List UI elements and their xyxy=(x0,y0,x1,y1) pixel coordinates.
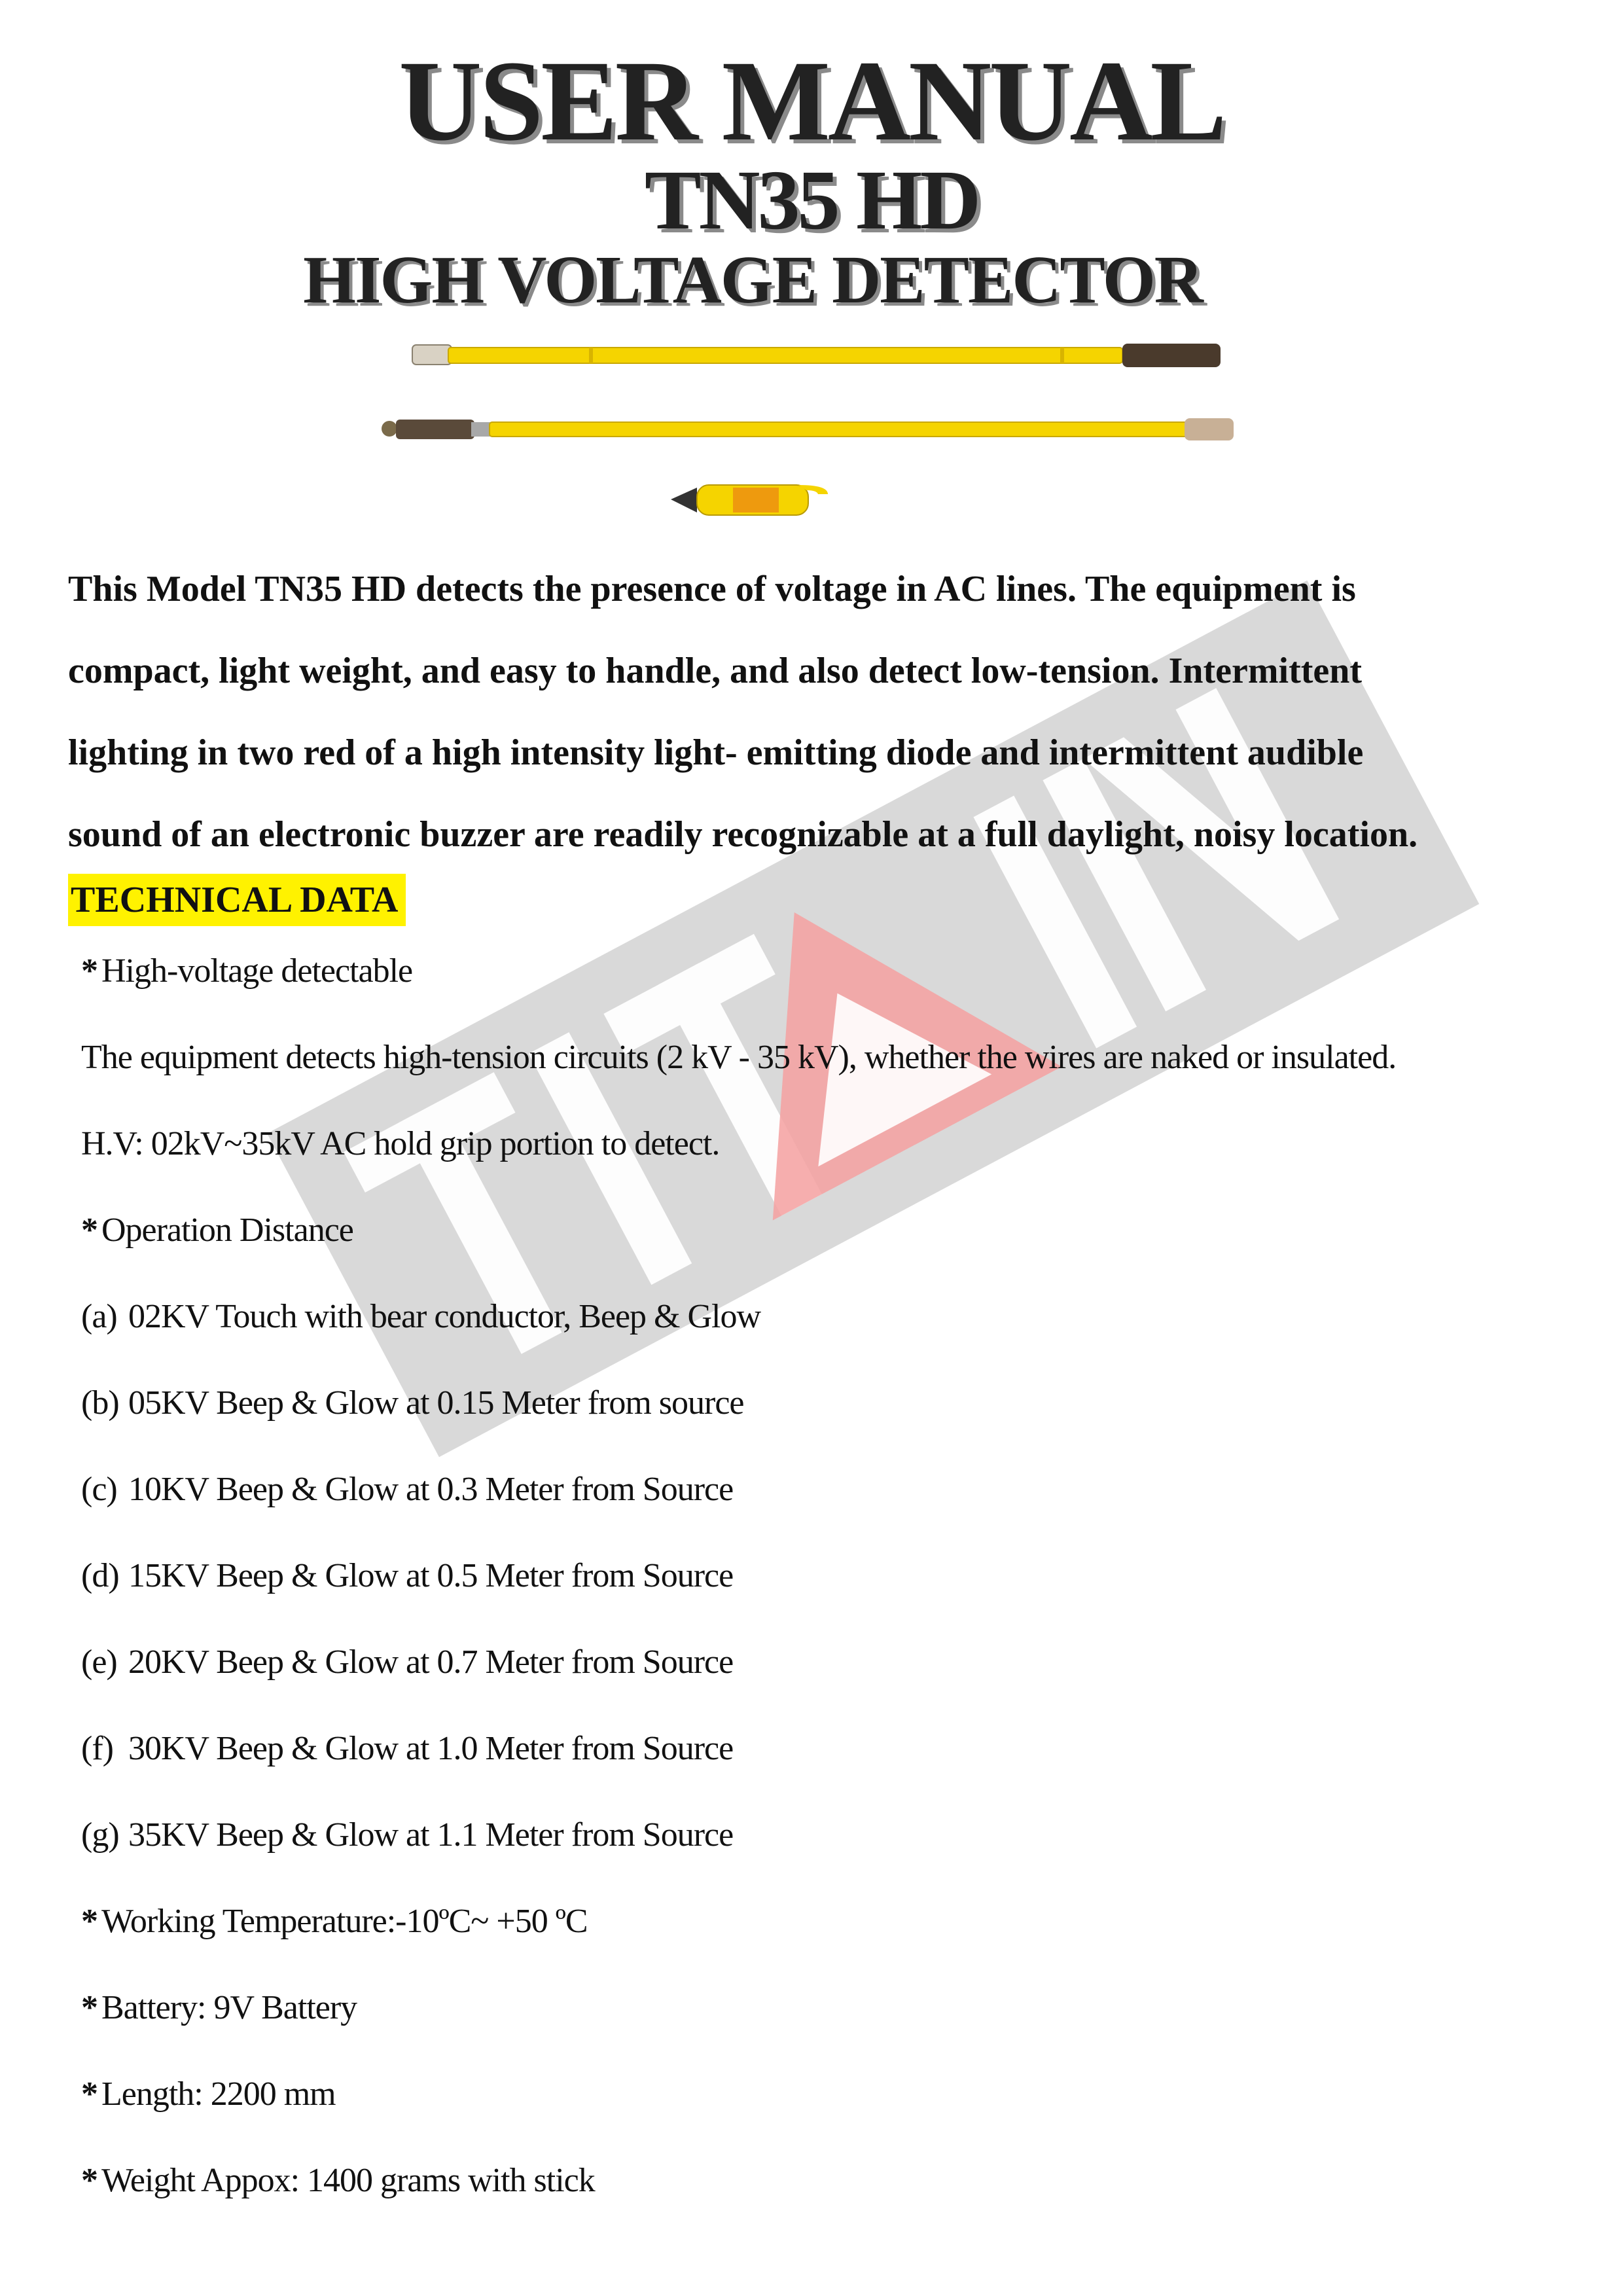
distance-label: (f) xyxy=(81,1730,113,1767)
distance-text: 15KV Beep & Glow at 0.5 Meter from Source xyxy=(128,1557,734,1594)
distance-item xyxy=(81,1814,733,1856)
bullet-star: * xyxy=(81,952,98,990)
distance-label: (e) xyxy=(81,1643,117,1681)
distance-text: 05KV Beep & Glow at 0.15 Meter from source xyxy=(128,1384,744,1422)
description-line: lighting in two red of a high intensity light- emitting diode and intermittent audible xyxy=(68,732,1364,773)
description-line: This Model TN35 HD detects the presence of voltage in AC lines. The equipment is xyxy=(68,569,1356,609)
distance-label: (d) xyxy=(81,1557,119,1594)
manual-title: USER MANUAL xyxy=(399,37,1224,165)
distance-text: 35KV Beep & Glow at 1.1 Meter from Source xyxy=(128,1816,734,1854)
distance-item xyxy=(81,1555,733,1597)
bullet-star: * xyxy=(81,2162,98,2199)
pole-lower xyxy=(382,418,1234,440)
spec-hv-description: The equipment detects high-tension circuits (2 kV - 35 kV), whether the wires are naked or insulated. xyxy=(81,1039,1397,1076)
distance-label: (a) xyxy=(81,1298,117,1335)
spec-text: Weight Appox: 1400 grams with stick xyxy=(101,2162,595,2199)
model-name: TN35 HD xyxy=(644,153,979,247)
spec-text: Operation Distance xyxy=(101,1211,353,1249)
distance-text: 02KV Touch with bear conductor, Beep & Glow xyxy=(128,1298,761,1335)
distance-item xyxy=(81,1382,744,1424)
distance-item xyxy=(81,1469,733,1511)
distance-text: 30KV Beep & Glow at 1.0 Meter from Source xyxy=(128,1730,734,1767)
bullet-star: * xyxy=(81,1903,98,1940)
distance-item xyxy=(81,1641,733,1683)
description-line: compact, light weight, and easy to handle, and also detect low-tension. Intermittent xyxy=(68,651,1363,691)
bullet-star: * xyxy=(81,1989,98,2026)
technical-data-heading: TECHNICAL DATA xyxy=(68,874,406,926)
distance-label: (b) xyxy=(81,1384,119,1422)
spec-text: Length: 2200 mm xyxy=(101,2075,336,2113)
spec-hv-title xyxy=(81,950,412,992)
distance-label: (g) xyxy=(81,1816,119,1854)
spec-weight xyxy=(81,2160,595,2202)
spec-length xyxy=(81,2073,336,2115)
spec-temperature xyxy=(81,1901,588,1943)
bullet-star: * xyxy=(81,2075,98,2113)
spec-hv-range: H.V: 02kV~35kV AC hold grip portion to detect. xyxy=(81,1125,720,1162)
pole-upper xyxy=(412,344,1221,367)
spec-text: Working Temperature:-10ºC~ +50 ºC xyxy=(101,1903,588,1940)
distance-text: 10KV Beep & Glow at 0.3 Meter from Source xyxy=(128,1471,734,1508)
spec-text: Battery: 9V Battery xyxy=(101,1989,357,2026)
spec-operation-title xyxy=(81,1210,353,1251)
product-photo xyxy=(340,331,1289,527)
distance-item xyxy=(81,1296,760,1338)
bullet-star: * xyxy=(81,1211,98,1249)
distance-label: (c) xyxy=(81,1471,117,1508)
spec-text: High-voltage detectable xyxy=(101,952,413,990)
product-description xyxy=(68,548,1599,876)
detector-head xyxy=(671,485,828,515)
spec-battery xyxy=(81,1987,357,2029)
product-subtitle: HIGH VOLTAGE DETECTOR xyxy=(303,242,1202,317)
description-line: sound of an electronic buzzer are readily recognizable at a full daylight, noisy location. xyxy=(68,814,1418,855)
distance-item xyxy=(81,1728,733,1770)
distance-text: 20KV Beep & Glow at 0.7 Meter from Source xyxy=(128,1643,734,1681)
